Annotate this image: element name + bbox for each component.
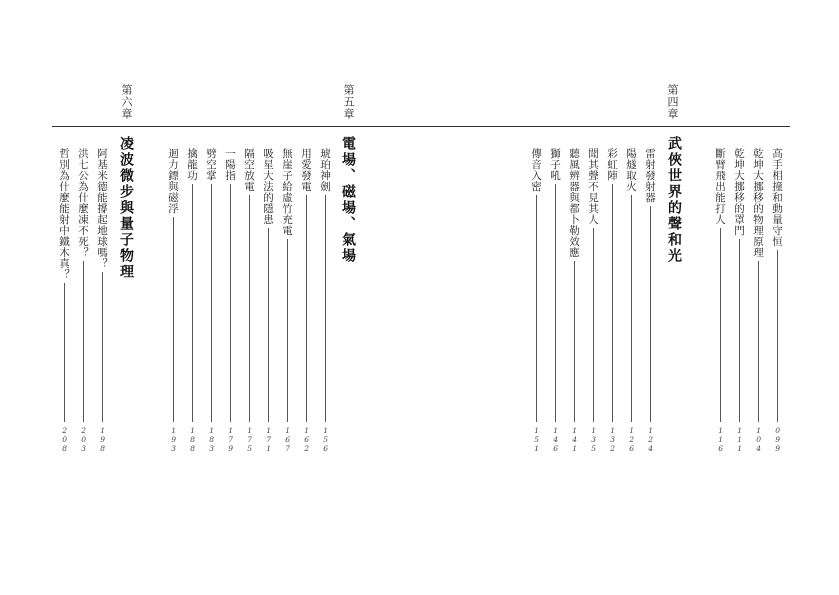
toc-entry[interactable] [166,148,180,453]
toc-entry[interactable] [223,148,237,453]
toc-entry[interactable] [713,148,727,453]
entry-page: 126 [627,426,637,453]
toc-entry[interactable] [586,148,600,453]
entry-title: 哲別為什麼能射中鐵木真？ [58,148,70,280]
leader-line [211,184,212,422]
entry-title: 阿基米德能撐起地球嗎？ [96,148,108,269]
entry-page: 175 [245,426,255,453]
entry-title: 獅子吼 [549,148,561,181]
leader-line [192,184,193,422]
leader-line [173,217,174,422]
entry-title: 用愛發電 [300,148,312,192]
leader-line [650,206,651,422]
toc-entry[interactable] [643,148,657,453]
entry-title: 琥珀神劍 [319,148,331,192]
leader-line [325,195,326,422]
entry-page: 156 [321,426,331,453]
entry-title: 一陽指 [224,148,236,181]
toc-entry[interactable] [204,148,218,453]
entry-title: 乾坤大挪移的物理原理 [752,148,764,258]
toc-entry[interactable] [751,148,765,453]
toc-entry[interactable] [624,148,638,453]
entry-page: 104 [754,426,764,453]
leader-line [758,261,759,422]
entry-title: 無崖子給虛竹充電 [281,148,293,236]
toc-entry[interactable] [770,148,784,453]
entry-title: 彩虹陣 [606,148,618,181]
toc-entry[interactable] [605,148,619,453]
leader-line [777,250,778,422]
toc-entry[interactable] [95,148,109,453]
leader-line [306,195,307,422]
entry-title: 擒龍功 [186,148,198,181]
leader-line [268,228,269,422]
entry-page: 198 [98,426,108,453]
leader-line [555,184,556,422]
chapter-label: 第六章 [120,84,133,120]
toc-entry[interactable] [76,148,90,453]
leader-line [593,228,594,422]
leader-line [230,184,231,422]
leader-line [631,195,632,422]
entry-title: 聞其聲不見其人 [587,148,599,225]
entry-page: 208 [60,426,70,453]
entry-title: 陽燧取火 [625,148,637,192]
entry-page: 116 [716,426,726,453]
toc-entry[interactable] [261,148,275,453]
leader-line [612,184,613,422]
entry-page: 135 [589,426,599,453]
leader-line [249,195,250,422]
toc-entry[interactable] [185,148,199,453]
entry-title: 劈空掌 [205,148,217,181]
entry-page: 171 [264,426,274,453]
entry-title: 洪七公為什麼凍不死？ [77,148,89,258]
toc-entry[interactable] [57,148,71,453]
entry-page: 124 [646,426,656,453]
entry-page: 132 [608,426,618,453]
toc-entry[interactable] [280,148,294,453]
entry-page: 151 [532,426,542,453]
entry-title: 高手相撞和動量守恒 [771,148,783,247]
toc-entry[interactable] [529,148,543,453]
leader-line [64,283,65,422]
leader-line [574,261,575,422]
entry-page: 179 [226,426,236,453]
entry-title: 吸星大法的隱患 [262,148,274,225]
entry-page: 162 [302,426,312,453]
entry-page: 188 [188,426,198,453]
leader-line [102,272,103,422]
toc-entry[interactable] [548,148,562,453]
entry-page: 099 [773,426,783,453]
toc-entry[interactable] [732,148,746,453]
entry-title: 聽風辨器與都卜勒效應 [568,148,580,258]
leader-line [536,195,537,422]
entry-page: 167 [283,426,293,453]
leader-line [83,261,84,422]
leader-line [720,228,721,422]
entry-title: 斷臂飛出能打人 [714,148,726,225]
toc-entry[interactable] [242,148,256,453]
chapter-label: 第四章 [666,84,679,120]
entry-title: 迴力鏢與磁浮 [167,148,179,214]
leader-line [287,239,288,422]
entry-page: 111 [735,426,745,453]
entry-title: 傳音入密 [530,148,542,192]
toc-entry[interactable] [567,148,581,453]
entry-title: 乾坤大挪移的罩門 [733,148,745,236]
toc-entry[interactable] [299,148,313,453]
horizontal-rule [52,126,790,127]
chapter-title: 凌波微步與量子物理 [118,136,134,280]
entry-page: 183 [207,426,217,453]
entry-page: 203 [79,426,89,453]
entry-title: 隔空放電 [243,148,255,192]
chapter-label: 第五章 [342,84,355,120]
entry-page: 141 [570,426,580,453]
entry-page: 193 [169,426,179,453]
leader-line [739,239,740,422]
toc-entry[interactable] [318,148,332,453]
entry-page: 146 [551,426,561,453]
chapter-title: 武俠世界的聲和光 [666,136,682,264]
chapter-title: 電場、磁場、氣場 [340,136,356,264]
entry-title: 雷射發射器 [644,148,656,203]
